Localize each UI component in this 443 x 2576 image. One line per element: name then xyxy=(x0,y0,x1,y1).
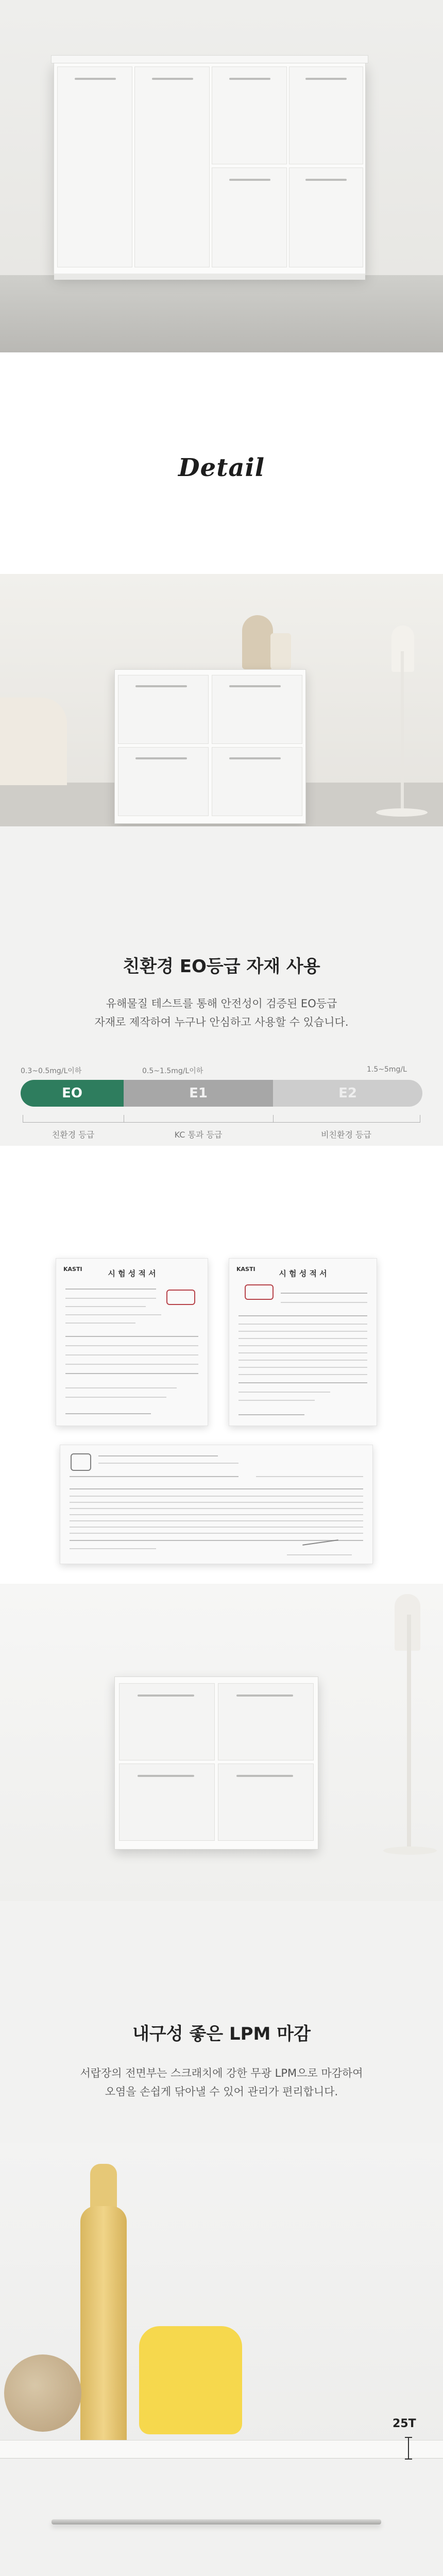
certificate-document-2: KASTI 시 험 성 적 서 xyxy=(229,1258,377,1426)
top-panel-edge xyxy=(0,2440,443,2459)
thickness-label: 25T xyxy=(393,2417,416,2430)
thickness-dimension-line xyxy=(408,2437,409,2460)
detail-title: Detail xyxy=(178,453,265,482)
top-panel-closeup-photo xyxy=(0,2143,443,2576)
hero-cabinet-photo xyxy=(0,0,443,352)
cabinet-illustration xyxy=(54,62,366,275)
group-eco-label: 친환경 등급 xyxy=(48,1128,98,1140)
group-non-eco-label: 비친환경 등급 xyxy=(317,1128,376,1140)
eo-grade-section xyxy=(0,826,443,1146)
bowl-image xyxy=(139,2326,242,2434)
floor-lamp-image xyxy=(376,808,428,817)
grade-eo: EO xyxy=(21,1080,124,1107)
armchair-image xyxy=(0,698,67,785)
grade-range-e1: 0.5~1.5mg/L이하 xyxy=(142,1067,203,1075)
cabinet-illustration xyxy=(114,1676,318,1850)
cabinet-photo xyxy=(0,1584,443,1901)
eo-section-description: 유해물질 테스트를 통해 안전성이 검증된 EO등급 자재로 제작하여 누구나 안심하고 사용할 수 있습니다. xyxy=(94,997,349,1028)
grade-group-labels xyxy=(21,1115,422,1141)
test-certificates xyxy=(0,1146,443,1584)
eo-section-title: 친환경 EO등급 자재 사용 xyxy=(123,956,320,977)
group-kc-label: KC 통과 등급 xyxy=(171,1128,227,1140)
lpm-section-description: 서랍장의 전면부는 스크래치에 강한 무광 LPM으로 마감하여 오염을 손쉽게 닦아낼 수 있어 관리가 편리합니다. xyxy=(80,2067,363,2098)
seal-stamp-icon xyxy=(245,1284,274,1300)
seal-stamp-icon xyxy=(71,1453,91,1471)
lpm-section xyxy=(0,1901,443,2143)
grade-range-eo: 0.3~0.5mg/L이하 xyxy=(21,1067,82,1075)
floor-lamp-image xyxy=(383,1846,437,1855)
grade-e1: E1 xyxy=(124,1080,273,1107)
seal-stamp-icon xyxy=(166,1290,195,1305)
lpm-section-title: 내구성 좋은 LPM 마감 xyxy=(132,2024,311,2044)
detail-header xyxy=(0,352,443,574)
vase-image xyxy=(80,2206,127,2447)
drawer-handle-image xyxy=(52,2519,381,2524)
certificate-document-1: KASTI 시 험 성 적 서 xyxy=(56,1258,208,1426)
grade-bar xyxy=(21,1080,422,1107)
grade-range-labels xyxy=(21,1065,422,1078)
cabinet-illustration xyxy=(114,669,306,824)
certificate-document-3 xyxy=(60,1445,373,1564)
vase-image xyxy=(242,615,273,669)
grade-range-e2: 1.5~5mg/L xyxy=(367,1065,407,1074)
decor-ball-image xyxy=(4,2354,81,2432)
styled-room-photo xyxy=(0,574,443,826)
grade-e2: E2 xyxy=(273,1080,422,1107)
